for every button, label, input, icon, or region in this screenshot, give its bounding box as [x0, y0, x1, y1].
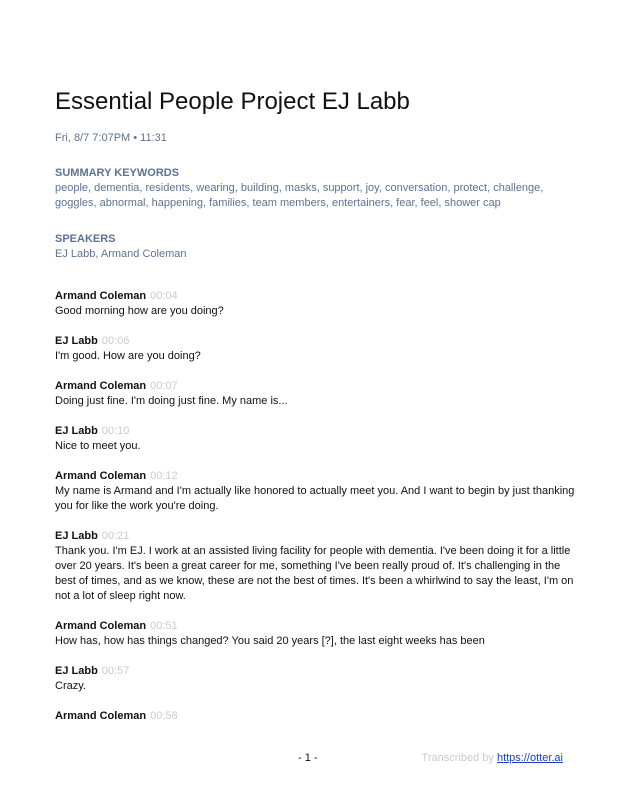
- keywords-label: SUMMARY KEYWORDS: [55, 167, 180, 179]
- speakers-label: SPEAKERS: [55, 233, 116, 245]
- credit-prefix: Transcribed by: [421, 752, 497, 764]
- transcript-entry: [55, 334, 575, 364]
- utterance: How has, how has things changed? You said 20 years [?], the last eight weeks has been: [55, 635, 485, 647]
- utterance: Nice to meet you.: [55, 440, 141, 452]
- keywords-text: people, dementia, residents, wearing, building, masks, support, joy, conversation, protect, challenge, goggles, abnormal, happening, families, team members, entertainers, fear, feel, shower cap: [55, 182, 544, 209]
- utterance: I'm good. How are you doing?: [55, 350, 201, 362]
- timestamp: 00:07: [150, 380, 178, 392]
- transcript-entry: [55, 379, 575, 409]
- summary-keywords-section: [55, 167, 575, 211]
- utterance: Thank you. I'm EJ. I work at an assisted living facility for people with dementia. I've been doing it for a little over 20 years. It's been a great career for me, something I've been really proud of. It's challenging in the best of times, and as we know, these are not the best of times. It's been a whirlwind to say the least, I'm on not a lot of sleep right now.: [55, 545, 574, 602]
- speaker-name: EJ Labb: [55, 425, 98, 437]
- page-number: - 1 -: [298, 752, 318, 764]
- otter-link[interactable]: https://otter.ai: [496, 752, 563, 764]
- timestamp: 00:58: [150, 710, 178, 722]
- speaker-name: Armand Coleman: [55, 620, 147, 632]
- document-title: Essential People Project EJ Labb: [55, 88, 410, 115]
- speaker-name: EJ Labb: [55, 530, 98, 542]
- speaker-name: Armand Coleman: [55, 470, 147, 482]
- timestamp: 00:12: [150, 470, 178, 482]
- speaker-name: Armand Coleman: [55, 290, 147, 302]
- utterance: Doing just fine. I'm doing just fine. My name is...: [55, 395, 288, 407]
- transcript-entry: [55, 469, 575, 514]
- utterance: Crazy.: [55, 680, 86, 692]
- speaker-name: EJ Labb: [55, 335, 98, 347]
- speaker-name: Armand Coleman: [55, 710, 147, 722]
- timestamp: 00:04: [150, 290, 178, 302]
- timestamp: 00:21: [101, 530, 130, 542]
- utterance: Good morning how are you doing?: [55, 305, 224, 317]
- timestamp: 00:51: [150, 620, 178, 632]
- transcript: [55, 289, 575, 738]
- timestamp: 00:06: [101, 335, 130, 347]
- speaker-name: EJ Labb: [55, 665, 98, 677]
- transcript-entry: [55, 619, 575, 649]
- transcript-entry: [55, 709, 575, 723]
- transcription-credit: [422, 752, 563, 764]
- transcript-entry: [55, 529, 575, 604]
- transcript-entry: [55, 289, 575, 319]
- transcript-entry: [55, 664, 575, 694]
- speaker-name: Armand Coleman: [55, 380, 147, 392]
- speakers-section: [55, 233, 575, 262]
- utterance: My name is Armand and I'm actually like honored to actually meet you. And I want to begin by just thanking you for like the work you're doing.: [55, 485, 575, 512]
- transcript-entry: [55, 424, 575, 454]
- speakers-text: EJ Labb, Armand Coleman: [55, 248, 187, 260]
- timestamp: 00:57: [101, 665, 130, 677]
- date-line: Fri, 8/7 7:07PM • 11:31: [55, 132, 167, 144]
- timestamp: 00:10: [101, 425, 130, 437]
